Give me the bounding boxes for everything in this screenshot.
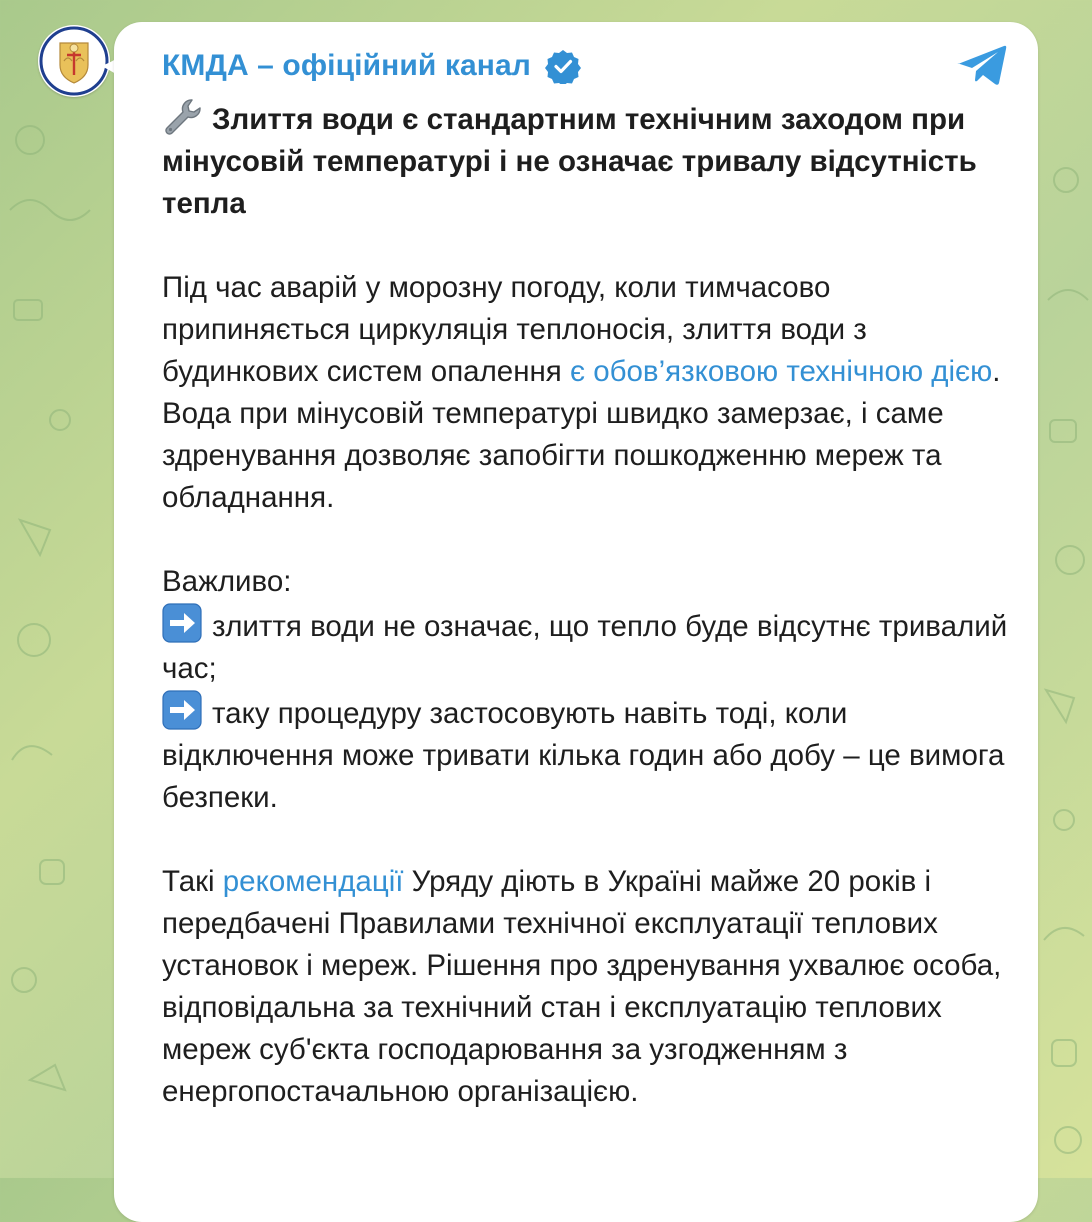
paragraph-3-after: Уряду діють в Україні майже 20 років і передбачені Правилами технічної експлуатації теплових установок і мереж. Рішення про здренування ухвалює особа, відповідальна за технічний стан і експлуатацію теплових мереж суб'єкта господарювання за узгодженням з енергопостачальною організацією.	[162, 865, 1002, 1108]
important-label: Важливо:	[162, 565, 292, 598]
paragraph-3-before: Такі	[162, 865, 223, 898]
paragraph-1-after: . Вода при мінусовій температурі швидко замерзає, і саме здренування дозволяє запобігти пошкодженню мереж та обладнання.	[162, 355, 1001, 514]
post-body	[162, 96, 1012, 1113]
spacer	[162, 819, 1012, 861]
spacer	[162, 519, 1012, 561]
mandatory-action-link[interactable]: є обов’язковою технічною дією	[569, 355, 993, 388]
post-paragraph-3	[162, 861, 1012, 1113]
bullet-text: злиття води не означає, що тепло буде відсутнє тривалий час;	[162, 610, 1008, 685]
post-header	[162, 44, 581, 88]
right-arrow-emoji-icon	[162, 603, 202, 643]
recommendations-link[interactable]: рекомендації	[222, 865, 404, 898]
bullet-item	[162, 690, 1012, 819]
post-headline	[162, 96, 1012, 225]
headline-text: Злиття води є стандартним технічним заходом при мінусовій температурі і не означає тривалу відсутність тепла	[162, 103, 977, 220]
channel-post-bubble	[114, 22, 1038, 1222]
kyiv-coat-of-arms-icon	[38, 25, 110, 97]
right-arrow-emoji-icon	[162, 690, 202, 730]
verified-badge-icon	[545, 48, 581, 84]
wrench-emoji-icon	[162, 96, 202, 136]
channel-avatar[interactable]	[38, 25, 110, 97]
spacer	[162, 225, 1012, 267]
bullet-text: таку процедуру застосовують навіть тоді, коли відключення може тривати кілька годин або добу – це вимога безпеки.	[162, 697, 1005, 814]
paragraph-1-before: Під час аварій у морозну погоду, коли тимчасово припиняється циркуляція теплоносія, злиття води з будинкових систем опалення	[162, 271, 867, 388]
telegram-logo-icon[interactable]	[956, 44, 1008, 88]
post-paragraph-1	[162, 267, 1012, 519]
channel-name[interactable]: КМДА – офіційний канал	[162, 49, 531, 82]
bullet-item	[162, 603, 1012, 690]
